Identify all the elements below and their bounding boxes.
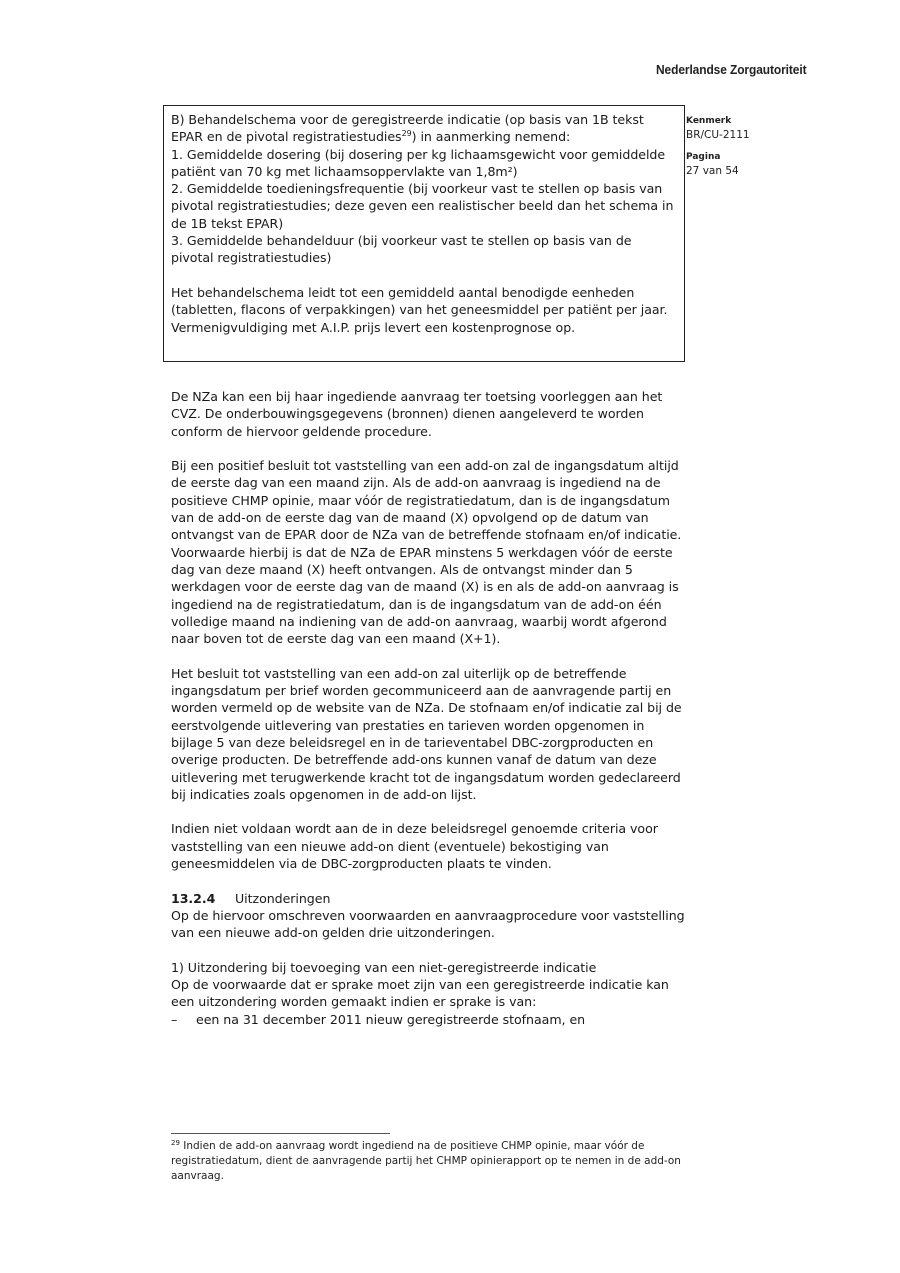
section-heading — [171, 890, 686, 907]
box-intro-text-end: ) in aanmerking nemend: — [411, 129, 571, 145]
document-meta — [686, 114, 750, 186]
box-intro-text: B) Behandelschema voor de geregistreerde indicatie (op basis van 1B tekst EPAR en de pivotal registratiestudies — [171, 112, 644, 145]
box-paragraph-1: Het behandelschema leidt tot een gemiddeld aantal benodigde eenheden (tabletten, flacons of verpakkingen) van het geneesmiddel per patiënt per jaar. — [171, 284, 668, 318]
footnote-ref[interactable]: 29 — [401, 129, 412, 139]
section-title: Uitzonderingen — [235, 890, 331, 906]
kenmerk-label: Kenmerk — [686, 116, 732, 126]
footnote — [171, 1139, 691, 1184]
pagina-label: Pagina — [686, 152, 721, 162]
box-item-1: 1. Gemiddelde dosering (bij dosering per kg lichaamsgewicht voor gemiddelde patiënt van 70 kg met lichaamsoppervlakte van 1,8m²) — [171, 146, 666, 179]
dash-bullet-icon: – — [171, 1011, 178, 1027]
box-intro — [171, 111, 677, 146]
paragraph-5: Op de hiervoor omschreven voorwaarden en aanvraagprocedure voor vaststelling van een nieuwe add-on gelden drie uitzonderingen. — [171, 907, 685, 941]
paragraph-2: Bij een positief besluit tot vaststelling van een add-on zal de ingangsdatum altijd de eerste dag van een maand zijn. Als de add-on aanvraag is ingediend na de positieve CHMP opinie, maar vóór de registratiedatum, dan is de ingangsdatum van de add-on de eerste dag van de maand (X) opvolgend op de datum van ontvangst van de EPAR door de NZa van de betreffende stofnaam en/of indicatie. Voorwaarde hierbij is dat de NZa de EPAR minstens 5 werkdagen vóór de eerste dag van deze maand (X) heeft ontvangen. Als de ontvangst minder dan 5 werkdagen voor de eerste dag van de maand (X) is en als de add-on aanvraag is ingediend na de registratiedatum, dan is de ingangsdatum van de add-on één volledige maand na indiening van de add-on aanvraag, waarbij wordt afgerond naar boven tot de eerste dag van een maand (X+1). — [171, 458, 682, 647]
exception-1-title: 1) Uitzondering bij toevoeging van een niet-geregistreerde indicatie — [171, 959, 597, 975]
list-item — [171, 1011, 686, 1028]
footnote-number: 29 — [171, 1139, 180, 1147]
treatment-schema-box — [163, 105, 685, 362]
main-content — [171, 388, 686, 1028]
paragraph-3: Het besluit tot vaststelling van een add-on zal uiterlijk op de betreffende ingangsdatum per brief worden gecommuniceerd aan de aanvragende partij en worden vermeld op de website van de NZa. De stofnaam en/of indicatie zal bij de eerstvolgende uitlevering van prestaties en tarieven worden opgenomen in bijlage 5 van deze beleidsregel en in de tarieventabel DBC-zorgproducten en overige producten. De betreffende add-ons kunnen vanaf de datum van deze uitlevering met terugwerkende kracht tot de ingangsdatum worden gedeclareerd bij indicaties zoals opgenomen in de add-on lijst. — [171, 665, 682, 802]
footnote-divider — [171, 1133, 390, 1134]
pagina-value: 27 van 54 — [686, 165, 739, 177]
paragraph-1: De NZa kan een bij haar ingediende aanvraag ter toetsing voorleggen aan het CVZ. De onderbouwingsgegevens (bronnen) dienen aangeleverd te worden conform de hiervoor geldende procedure. — [171, 389, 663, 439]
box-item-3: 3. Gemiddelde behandelduur (bij voorkeur vast te stellen op basis van de pivotal registratiestudies) — [171, 233, 632, 266]
section-number: 13.2.4 — [171, 890, 216, 906]
organization-name: Nederlandse Zorgautoriteit — [656, 62, 807, 77]
kenmerk-value: BR/CU-2111 — [686, 129, 750, 141]
list-item-text: een na 31 december 2011 nieuw geregistreerde stofnaam, en — [196, 1011, 586, 1027]
box-item-2: 2. Gemiddelde toedieningsfrequentie (bij voorkeur vast te stellen op basis van pivotal registratiestudies; deze geven een realistischer beeld dan het schema in de 1B tekst EPAR) — [171, 181, 674, 231]
paragraph-6: Op de voorwaarde dat er sprake moet zijn van een geregistreerde indicatie kan een uitzondering worden gemaakt indien er sprake is van: — [171, 977, 669, 1010]
paragraph-4: Indien niet voldaan wordt aan de in deze beleidsregel genoemde criteria voor vaststelling van een nieuwe add-on dient (eventuele) bekostiging van geneesmiddelen via de DBC-zorgproducten plaats te vinden. — [171, 821, 658, 872]
footnote-text: Indien de add-on aanvraag wordt ingediend na de positieve CHMP opinie, maar vóór de registratiedatum, dient de aanvragende partij het CHMP opinierapport op te nemen in de add-on aanvraag. — [171, 1140, 681, 1182]
box-paragraph-2: Vermenigvuldiging met A.I.P. prijs levert een kostenprognose op. — [171, 319, 576, 335]
